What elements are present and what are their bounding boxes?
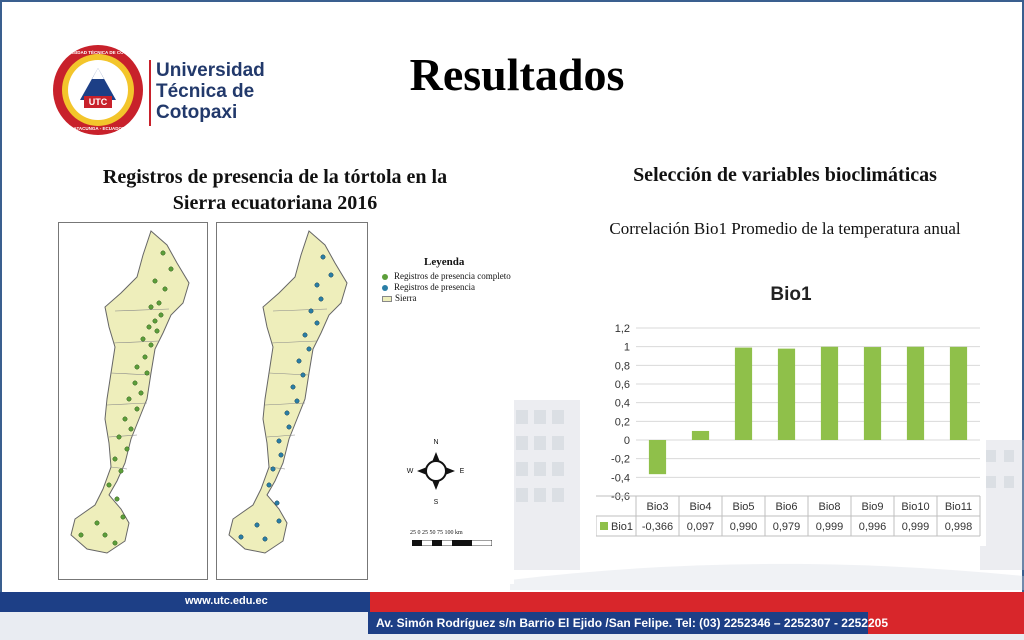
- bio1-chart: [596, 276, 986, 546]
- chart-svg: [596, 276, 986, 546]
- university-name-line3: Cotopaxi: [156, 102, 238, 123]
- svg-text:E: E: [459, 468, 465, 475]
- svg-text:LATACUNGA - ECUADOR: LATACUNGA - ECUADOR: [70, 126, 126, 131]
- data-value-label: 0,097: [686, 521, 715, 533]
- scale-bar: [412, 540, 492, 546]
- legend-item-complete: [382, 271, 511, 281]
- y-tick-label: 0,6: [614, 379, 630, 391]
- category-label: Bio9: [861, 501, 884, 513]
- series-legend-label: Bio1: [611, 521, 634, 533]
- maps-heading: [60, 164, 490, 216]
- category-label: Bio10: [901, 501, 930, 513]
- map-records: [216, 222, 368, 580]
- bar-bio4: [692, 431, 709, 440]
- legend-item-sierra: [382, 293, 417, 303]
- y-tick-label: -0,6: [611, 491, 630, 503]
- university-name-line1: Universidad: [156, 60, 265, 81]
- data-value-label: 0,998: [944, 521, 973, 533]
- legend-label-complete: Registros de presencia completo: [394, 271, 511, 281]
- svg-text:S: S: [433, 499, 439, 506]
- green-dot-icon: [382, 274, 388, 280]
- university-name-line2: Técnica de: [156, 81, 255, 102]
- sierra-map-complete: [59, 223, 209, 581]
- y-tick-label: 0,4: [614, 397, 630, 410]
- category-label: Bio3: [646, 501, 669, 513]
- legend-label-sierra: Sierra: [395, 293, 417, 303]
- svg-text:W: W: [406, 468, 414, 475]
- bar-bio6: [778, 349, 795, 440]
- bar-bio10: [907, 347, 924, 440]
- legend-title: Leyenda: [424, 256, 465, 268]
- north-arrow-compass-icon: [406, 436, 466, 506]
- y-tick-label: 1,2: [614, 323, 630, 335]
- scale-label: 25 0 25 50 75 100 km: [410, 530, 463, 536]
- svg-text:UNIVERSIDAD TÉCNICA DE COTOPAX: UNIVERSIDAD TÉCNICA DE COTOPAXI: [56, 50, 140, 55]
- data-value-label: 0,999: [901, 521, 930, 533]
- blue-dot-icon: [382, 285, 388, 291]
- maps-heading-line1: Registros de presencia de la tórtola en la: [102, 166, 448, 188]
- chart-title: Bio1: [770, 284, 812, 305]
- legend-item-records: [382, 282, 475, 292]
- y-tick-label: -0,4: [611, 472, 630, 485]
- bar-bio11: [950, 347, 967, 440]
- svg-text:UTC: UTC: [88, 97, 108, 107]
- category-label: Bio6: [775, 501, 798, 513]
- map-complete-records: [58, 222, 208, 580]
- category-label: Bio11: [944, 501, 973, 513]
- data-value-label: 0,999: [815, 521, 844, 533]
- sierra-map-records: [217, 223, 369, 581]
- svg-text:N: N: [433, 439, 439, 446]
- footer-address: Av. Simón Rodríguez s/n Barrio El Ejido /San Felipe. Tel: (03) 2252346 – 2252307 - 2252205: [376, 616, 888, 630]
- data-value-label: 0,996: [858, 521, 887, 533]
- sierra-swatch-icon: [382, 296, 392, 302]
- y-tick-label: 1: [623, 341, 630, 354]
- slide-title: Resultados: [409, 49, 625, 100]
- footer-bar-red: [370, 592, 1024, 612]
- y-tick-label: 0,2: [614, 416, 630, 429]
- y-tick-label: 0,8: [614, 360, 630, 373]
- legend-swatch-icon: [600, 522, 608, 530]
- y-tick-label: -0,2: [611, 453, 630, 466]
- category-label: Bio8: [818, 501, 841, 513]
- legend-label-records: Registros de presencia: [394, 282, 475, 292]
- bar-bio9: [864, 347, 881, 440]
- y-tick-label: 0: [623, 435, 630, 447]
- category-label: Bio5: [732, 501, 755, 513]
- bar-bio8: [821, 347, 838, 440]
- bar-bio3: [649, 440, 666, 474]
- data-value-label: 0,979: [772, 521, 801, 533]
- maps-heading-line2: Sierra ecuatoriana 2016: [172, 192, 378, 214]
- footer-accent-red: [868, 612, 1024, 634]
- bar-bio5: [735, 348, 752, 440]
- footer-url[interactable]: www.utc.edu.ec: [185, 595, 268, 607]
- bioclimatic-heading: Selección de variables bioclimáticas: [633, 164, 937, 186]
- data-value-label: -0,366: [641, 521, 674, 533]
- category-label: Bio4: [689, 501, 712, 513]
- correlation-subheading: Correlación Bio1 Promedio de la temperatura anual: [609, 219, 961, 238]
- data-value-label: 0,990: [729, 521, 758, 533]
